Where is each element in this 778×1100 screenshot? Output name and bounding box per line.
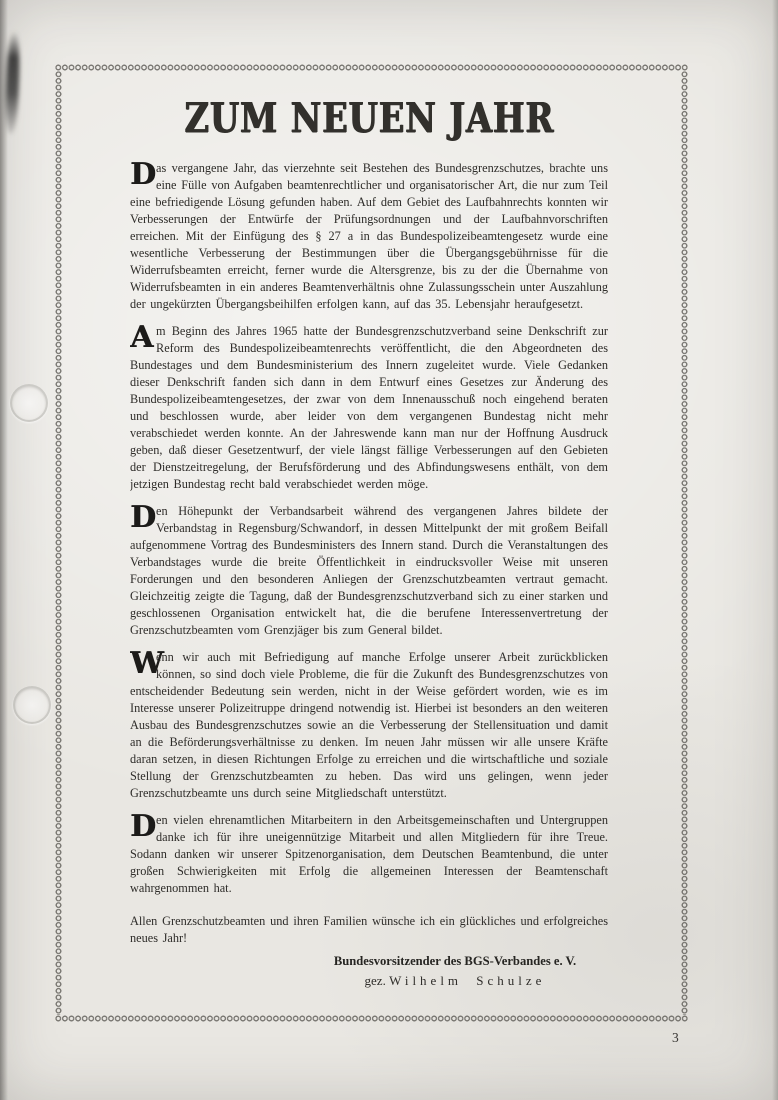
paragraph bbox=[130, 500, 608, 639]
article-body bbox=[130, 92, 608, 1014]
scan-edge-shadow-right bbox=[772, 0, 778, 1100]
paragraph bbox=[130, 320, 608, 493]
paragraph-text: m Beginn des Jahres 1965 hatte der Bundesgrenzschutzverband seine Denkschrift zur Reform des Bundespolizeibeamtenrechts veröffentlicht, die den Abgeordneten des Bundestages und dem Bundesministerium des Innern zugeleitet wurde. Viele Gedanken dieser Denkschrift fanden sich dann in dem Entwurf eines Gesetzes zur Änderung des Bundespolizeibeamtengesetzes, der zwar von dem Innenausschuß noch eingehend beraten und beschlossen wurde, aber leider von dem vergangenen Bundestag nicht mehr verabschiedet werden konnte. An der Jahreswende kann man nur der Hoffnung Ausdruck geben, daß dieser Gesetzentwurf, der viele längst fällige Verbesserungen auf den Gebieten der Dienstzeitregelung, der Berufsförderung und des Abfindungswesens enthält, von dem jetzigen Bundestag recht bald verabschiedet werden möge. bbox=[130, 324, 608, 491]
punch-hole bbox=[10, 384, 48, 422]
signature-prefix: gez. bbox=[364, 973, 386, 988]
chain-border-bottom bbox=[55, 1015, 688, 1022]
paragraph-text: as vergangene Jahr, das vierzehnte seit Bestehen des Bundesgrenzschutzes, brachte uns eine Fülle von Aufgaben beamtenrechtlicher und organisatorischer Art, die nur zum Teil eine befriedigende Lösung gefunden haben. Auf dem Gebiet des Laufbahnrechts konnten wir Verbesserungen der Entwürfe der Prüfungsordnungen und der Laufbahnvorschriften erreichen. Mit der Einfügung des § 27 a in das Bundespolizeibeamtengesetz wurde eine wesentliche Verbesserung der Bestimmungen über die Übergangsgebührnisse für die Widerrufsbeamten erreicht, ferner wurde die Altersgrenze, bis zu der die Übernahme von Widerrufsbeamten in ein anderes Beamtenverhältnis ohne Zulassungsschein unter Auszahlung der ungekürzten Übergangsbeihilfen erfolgen kann, auf das 35. Lebensjahr heraufgesetzt. bbox=[130, 161, 608, 311]
signature-block bbox=[302, 951, 608, 991]
page-number: 3 bbox=[672, 1030, 679, 1045]
drop-cap: D bbox=[130, 500, 157, 535]
chain-border-right bbox=[681, 71, 688, 1015]
paragraph bbox=[130, 809, 608, 897]
drop-cap: D bbox=[130, 157, 157, 192]
title-block bbox=[130, 94, 608, 142]
signature-role: Bundesvorsitzender des BGS-Verbandes e. V. bbox=[333, 954, 577, 968]
paragraph-text: enn wir auch mit Befriedigung auf manche Erfolge unserer Arbeit zurückblicken können, so sind doch viele Probleme, die für die Zukunft des Bundesgrenzschutzes von entscheidender Bedeutung sein werden, nicht in der Weise gefördert worden, wie es im Interesse unserer Polizeitruppe dringend notwendig ist. Hierbei ist besonders an den weiteren Ausbau des Bundesgrenzschutzes sowie an die Verbesserung der Stellensituation und damit an die Beförderungsverhältnisse zu denken. Im neuen Jahr müssen wir alle unsere Kräfte daran setzen, in diesen Richtungen Erfolge zu erreichen und die wirtschaftliche und soziale Stellung der Grenzschutzbeamten zu heben. Das wird uns gelingen, wenn jeder Grenzschutzbeamte uns durch seine Mitgliedschaft unterstützt. bbox=[130, 650, 608, 800]
drop-cap: W bbox=[130, 646, 164, 681]
chain-border-left bbox=[55, 71, 62, 1015]
signature-person: Wilhelm Schulze bbox=[389, 973, 546, 988]
punch-hole bbox=[13, 686, 51, 724]
page-title: ZUM NEUEN JAHR bbox=[184, 94, 554, 142]
paragraph bbox=[130, 157, 608, 313]
drop-cap: A bbox=[130, 320, 154, 355]
chain-border-top bbox=[55, 64, 688, 71]
closing-paragraph: Allen Grenzschutzbeamten und ihren Familien wünsche ich ein glückliches und erfolgreiches neues Jahr! bbox=[130, 914, 608, 945]
paragraph-text: en vielen ehrenamtlichen Mitarbeitern in den Arbeitsgemeinschaften und Untergruppen danke ich für ihre uneigennützige Mitarbeit und allen Mitgliedern für ihre Treue. Sodann danken wir unserer Spitzenorganisation, dem Deutschen Beamtenbund, die unter großen Schwierigkeiten mit Erfolg die allgemeinen Interessen der Beamtenschaft wahrgenommen hat. bbox=[130, 813, 608, 895]
signature-name bbox=[302, 971, 608, 991]
scan-edge-shadow-left bbox=[0, 0, 8, 1100]
drop-cap: D bbox=[130, 809, 157, 844]
paragraph bbox=[130, 646, 608, 802]
paragraph-text: en Höhepunkt der Verbandsarbeit während des vergangenen Jahres bildete der Verbandstag in Regensburg/Schwandorf, in dessen Mittelpunkt der mit großem Beifall aufgenommene Vortrag des Bundesministers des Innern stand. Durch die Veranstaltungen des Verbandstages wurde die breite Öffentlichkeit in eindrucksvoller Weise mit unseren Forderungen und den besonderen Anliegen der Grenzschutzbeamten vertraut gemacht. Gleichzeitig zeigte die Tagung, daß der Bundesgrenzschutzverband sich zu einer starken und geschlossenen Organisation entwickelt hat, die die berufene Interessenvertretung der Grenzschutzbeamten vom Grenzjäger bis zum General bildet. bbox=[130, 504, 608, 637]
